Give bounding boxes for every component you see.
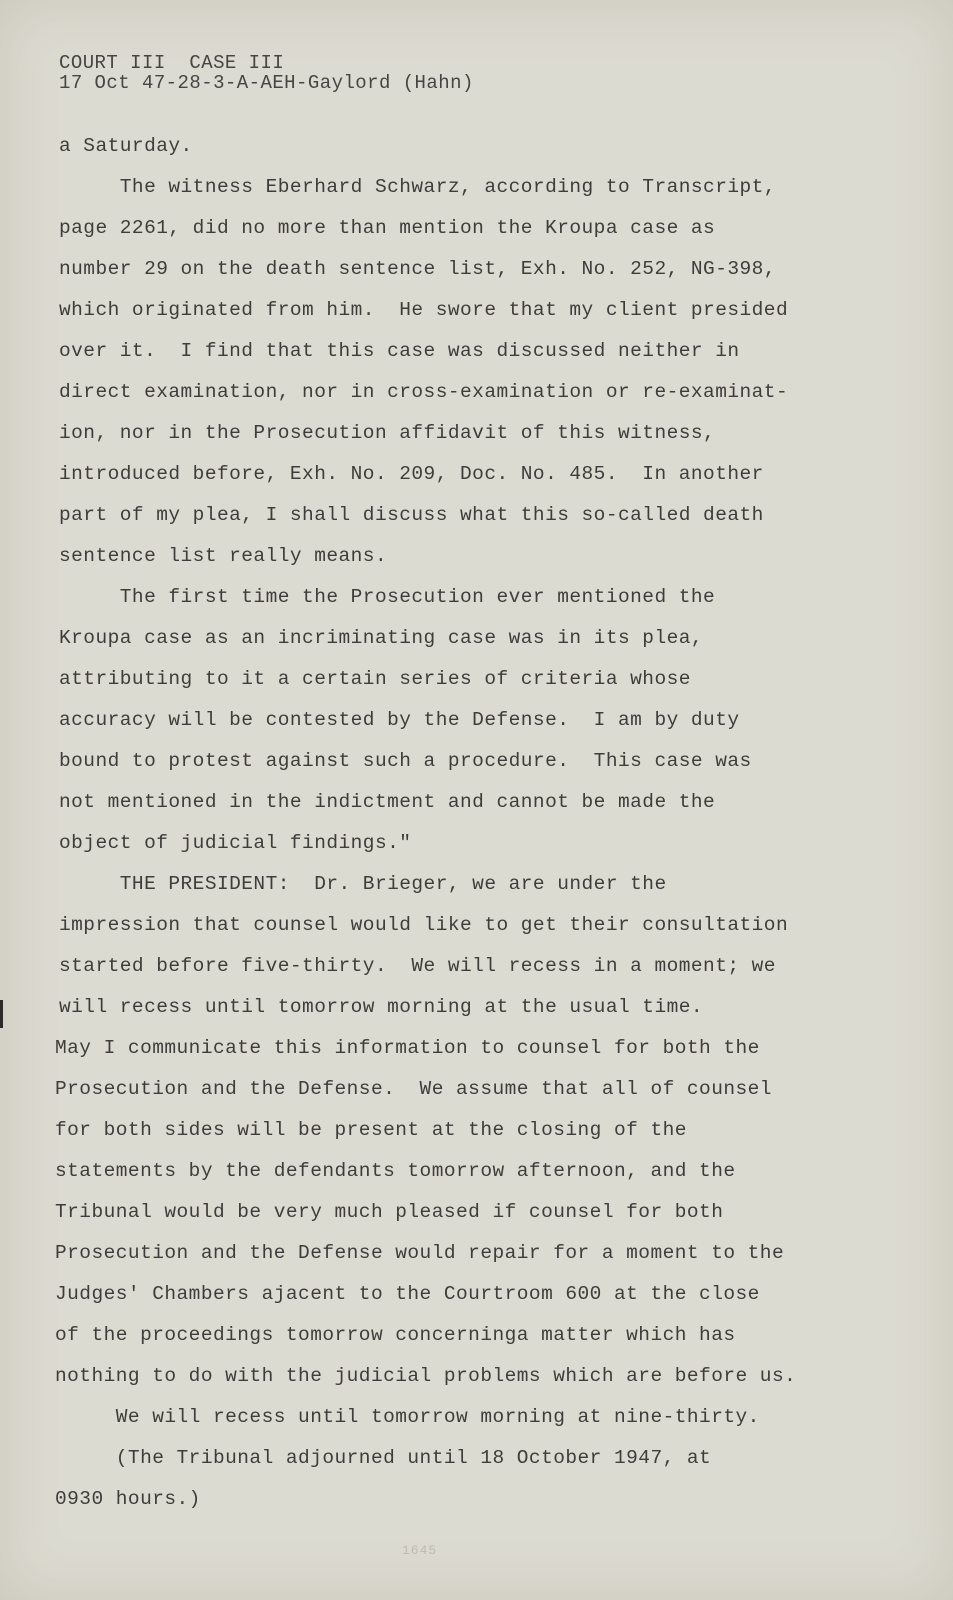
text-line: statements by the defendants tomorrow afternoon, and the (55, 1160, 736, 1182)
text-line: (The Tribunal adjourned until 18 October 1947, at (55, 1447, 712, 1469)
text-line: nothing to do with the judicial problems which are before us. (55, 1365, 797, 1387)
text-line: bound to protest against such a procedure. This case was (59, 750, 752, 772)
text-line: over it. I find that this case was discussed neither in (59, 340, 740, 362)
text-line: Kroupa case as an incriminating case was in its plea, (59, 627, 704, 649)
text-line: will recess until tomorrow morning at the usual time. (59, 996, 704, 1018)
text-line: part of my plea, I shall discuss what this so-called death (59, 504, 764, 526)
text-line: started before five-thirty. We will recess in a moment; we (59, 955, 776, 977)
text-line: May I communicate this information to counsel for both the (55, 1037, 760, 1059)
text-line: direct examination, nor in cross-examination or re-examinat- (59, 381, 789, 403)
text-line: impression that counsel would like to get their consultation (59, 914, 789, 936)
text-line: THE PRESIDENT: Dr. Brieger, we are under the (59, 873, 667, 895)
text-line: Prosecution and the Defense. We assume that all of counsel (55, 1078, 772, 1100)
left-edge-mark (0, 1000, 3, 1028)
text-line: a Saturday. (59, 135, 193, 157)
text-line: for both sides will be present at the closing of the (55, 1119, 687, 1141)
text-line: number 29 on the death sentence list, Exh. No. 252, NG-398, (59, 258, 776, 280)
text-line: 0930 hours.) (55, 1488, 201, 1510)
text-line: Judges' Chambers ajacent to the Courtroom 600 at the close (55, 1283, 760, 1305)
header-date-reporter: 17 Oct 47-28-3-A-AEH-Gaylord (Hahn) (59, 72, 474, 94)
text-line: sentence list really means. (59, 545, 388, 567)
text-line: introduced before, Exh. No. 209, Doc. No. 485. In another (59, 463, 764, 485)
text-line: attributing to it a certain series of criteria whose (59, 668, 691, 690)
text-line: We will recess until tomorrow morning at nine-thirty. (55, 1406, 760, 1428)
text-line: Tribunal would be very much pleased if counsel for both (55, 1201, 724, 1223)
text-line: of the proceedings tomorrow concerninga matter which has (55, 1324, 736, 1346)
text-line: not mentioned in the indictment and cannot be made the (59, 791, 716, 813)
text-line: object of judicial findings." (59, 832, 412, 854)
text-line: The first time the Prosecution ever mentioned the (59, 586, 716, 608)
text-line: ion, nor in the Prosecution affidavit of this witness, (59, 422, 716, 444)
text-line: accuracy will be contested by the Defense. I am by duty (59, 709, 740, 731)
text-line: which originated from him. He swore that my client presided (59, 299, 789, 321)
text-line: Prosecution and the Defense would repair for a moment to the (55, 1242, 785, 1264)
text-line: page 2261, did no more than mention the Kroupa case as (59, 217, 716, 239)
header-court-case: COURT III CASE III (59, 52, 285, 74)
page-number: 1645 (402, 1543, 438, 1558)
text-line: The witness Eberhard Schwarz, according to Transcript, (59, 176, 776, 198)
